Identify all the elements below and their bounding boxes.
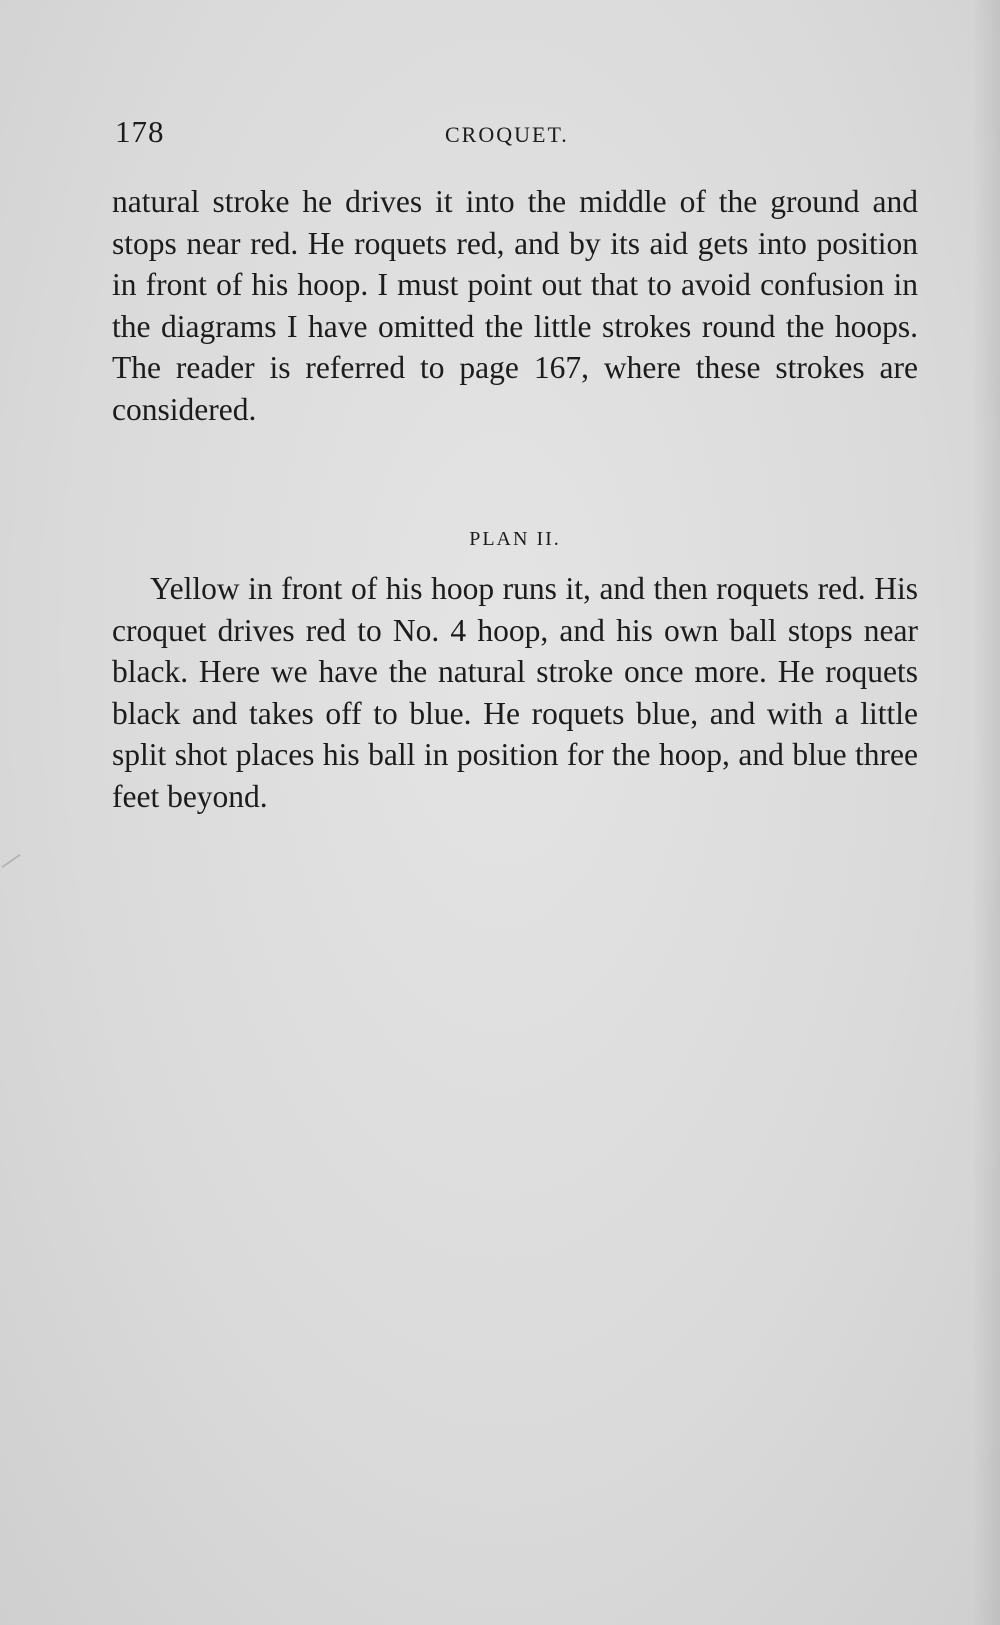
- paragraph-text: Yellow in front of his hoop runs it, and then roquets red. His croquet drives red to No. 4 hoop, and his own ball stops near black. Here we have the natural stroke once more. He roquets black and takes off to blue. He roquets blue, and with a little split shot places his ball in position for the hoop, and blue three feet beyond.: [112, 571, 918, 814]
- paragraph-text: natural stroke he drives it into the middle of the ground and stops near red. He roquets red, and by its aid gets into position in front of his hoop. I must point out that to avoid confusion in the diagrams I have omitted the little strokes round the hoops. The reader is referred to page 167, where these strokes are considered.: [112, 184, 918, 427]
- body-paragraph-plan: [112, 568, 918, 817]
- running-head: [115, 114, 915, 154]
- page-edge-shadow: [972, 0, 1000, 1625]
- paper-mark: [1, 854, 20, 868]
- body-paragraph-continued: [112, 181, 918, 430]
- section-heading: PLAN II.: [469, 528, 561, 550]
- running-title: CROQUET.: [445, 122, 569, 147]
- page-number: 178: [115, 114, 165, 149]
